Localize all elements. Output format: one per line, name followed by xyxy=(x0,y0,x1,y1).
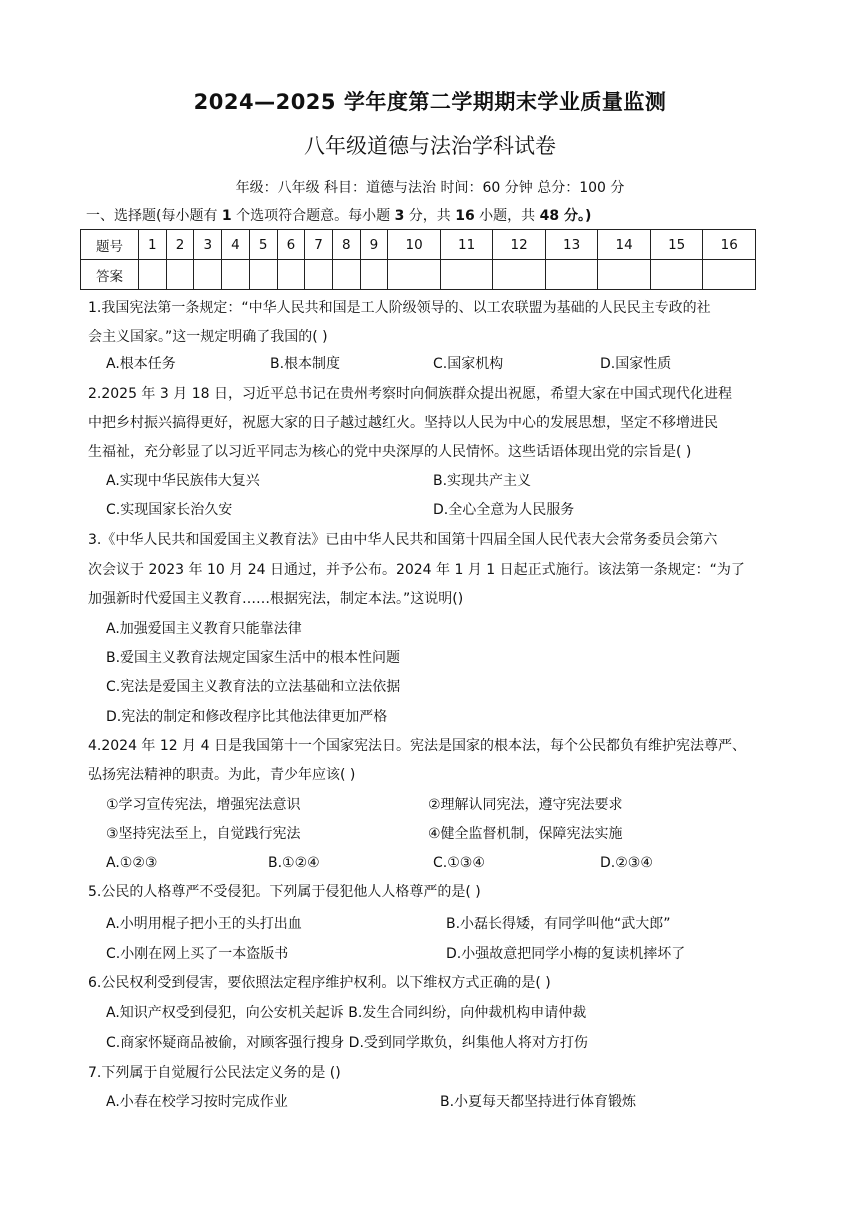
options-6ab: A.知识产权受到侵犯，向公安机关起诉 B.发生合同纠纷，向仲裁机构申请仲裁 xyxy=(106,1005,587,1021)
statement-4-2: ②理解认同宪法，遵守宪法要求 xyxy=(428,797,623,813)
question-number-cell: 5 xyxy=(249,230,277,260)
exam-title: 2024—2025 学年度第二学期期末学业质量监测 xyxy=(193,90,667,114)
options-6cd: C.商家怀疑商品被偷，对顾客强行搜身 D.受到同学欺负，纠集他人将对方打伤 xyxy=(106,1035,588,1051)
exam-subtitle: 八年级道德与法治学科试卷 xyxy=(304,134,556,158)
option-7b: B.小夏每天都坚持进行体育锻炼 xyxy=(440,1094,637,1110)
option-3b: B.爱国主义教育法规定国家生活中的根本性问题 xyxy=(106,650,401,666)
question-6-stem: 6.公民权利受到侵害，要依照法定程序维护权利。以下维权方式正确的是( ) xyxy=(88,975,551,991)
option-4d: D.②③④ xyxy=(600,855,653,871)
question-number-cell: 6 xyxy=(277,230,305,260)
question-4-stem: 弘扬宪法精神的职责。为此，青少年应该( ) xyxy=(88,767,356,783)
option-3a: A.加强爱国主义教育只能靠法律 xyxy=(106,621,302,637)
statement-4-3: ③坚持宪法至上，自觉践行宪法 xyxy=(106,826,301,842)
question-number-cell: 3 xyxy=(194,230,222,260)
option-3d: D.宪法的制定和修改程序比其他法律更加严格 xyxy=(106,709,388,725)
option-1b: B.根本制度 xyxy=(270,356,341,372)
question-1-stem: 会主义国家。”这一规定明确了我国的( ) xyxy=(88,329,328,345)
question-number-cell: 7 xyxy=(305,230,333,260)
answer-cell[interactable] xyxy=(249,260,277,290)
question-number-cell: 9 xyxy=(360,230,388,260)
answer-cell[interactable] xyxy=(650,260,703,290)
answer-cell[interactable] xyxy=(166,260,194,290)
statement-4-1: ①学习宣传宪法，增强宪法意识 xyxy=(106,797,301,813)
section-text: 小题，共 xyxy=(474,208,540,224)
option-5d: D.小强故意把同学小梅的复读机摔坏了 xyxy=(446,946,686,962)
option-5c: C.小刚在网上买了一本盗版书 xyxy=(106,946,289,962)
answer-cell[interactable] xyxy=(440,260,493,290)
row-label-answer: 答案 xyxy=(81,260,139,290)
question-5-stem: 5.公民的人格尊严不受侵犯。下列属于侵犯他人人格尊严的是( ) xyxy=(88,884,481,900)
section-number: 48 xyxy=(539,208,560,224)
question-number-cell: 14 xyxy=(598,230,651,260)
answer-cell[interactable] xyxy=(139,260,167,290)
option-1a: A.根本任务 xyxy=(106,356,176,372)
option-2d: D.全心全意为人民服务 xyxy=(433,502,575,518)
answer-cell[interactable] xyxy=(194,260,222,290)
question-3-stem: 3.《中华人民共和国爱国主义教育法》已由中华人民共和国第十四届全国人民代表大会常务委员会第六 xyxy=(88,532,718,548)
question-number-cell: 12 xyxy=(493,230,546,260)
question-number-cell: 8 xyxy=(332,230,360,260)
answer-cell[interactable] xyxy=(703,260,756,290)
option-4c: C.①③④ xyxy=(433,855,485,871)
option-1d: D.国家性质 xyxy=(600,356,672,372)
table-row-answers xyxy=(81,260,756,290)
question-number-cell: 2 xyxy=(166,230,194,260)
section-number: 3 xyxy=(394,208,405,224)
exam-meta: 年级：八年级 科目：道德与法治 时间：60 分钟 总分：100 分 xyxy=(235,180,625,196)
answer-cell[interactable] xyxy=(598,260,651,290)
option-4b: B.①②④ xyxy=(268,855,320,871)
question-number-cell: 11 xyxy=(440,230,493,260)
section-number: 1 xyxy=(221,208,232,224)
section-text: 分。) xyxy=(559,208,592,224)
option-5b: B.小磊长得矮，有同学叫他“武大郎” xyxy=(446,916,671,932)
question-number-cell: 15 xyxy=(650,230,703,260)
question-number-cell: 10 xyxy=(388,230,441,260)
section-text: 个选项符合题意。每小题 xyxy=(231,208,395,224)
question-2-stem: 2.2025 年 3 月 18 日，习近平总书记在贵州考察时向侗族群众提出祝愿，希望大家在中国式现代化进程 xyxy=(88,386,732,402)
answer-cell[interactable] xyxy=(277,260,305,290)
answer-cell[interactable] xyxy=(545,260,598,290)
row-label-question: 题号 xyxy=(81,230,139,260)
answer-cell[interactable] xyxy=(388,260,441,290)
question-3-stem: 次会议于 2023 年 10 月 24 日通过，并予公布。2024 年 1 月 1 日起正式施行。该法第一条规定：“为了 xyxy=(88,562,745,578)
option-1c: C.国家机构 xyxy=(433,356,504,372)
question-number-cell: 13 xyxy=(545,230,598,260)
question-2-stem: 中把乡村振兴搞得更好，祝愿大家的日子越过越红火。坚持以人民为中心的发展思想，坚定不移增进民 xyxy=(88,415,718,431)
question-number-cell: 1 xyxy=(139,230,167,260)
option-4a: A.①②③ xyxy=(106,855,158,871)
answer-cell[interactable] xyxy=(493,260,546,290)
question-4-stem: 4.2024 年 12 月 4 日是我国第十一个国家宪法日。宪法是国家的根本法，每个公民都负有维护宪法尊严、 xyxy=(88,738,746,754)
question-3-stem: 加强新时代爱国主义教育……根据宪法，制定本法。”这说明() xyxy=(88,591,464,607)
section-text: 一、选择题(每小题有 xyxy=(86,208,222,224)
answer-cell[interactable] xyxy=(332,260,360,290)
answer-cell[interactable] xyxy=(305,260,333,290)
answer-table xyxy=(80,229,756,290)
section-text: 分，共 xyxy=(404,208,456,224)
option-2b: B.实现共产主义 xyxy=(433,473,532,489)
table-row-numbers xyxy=(81,230,756,260)
section-number: 16 xyxy=(455,208,475,224)
section-heading xyxy=(86,205,591,225)
question-number-cell: 4 xyxy=(222,230,250,260)
answer-cell[interactable] xyxy=(222,260,250,290)
option-5a: A.小明用棍子把小王的头打出血 xyxy=(106,916,302,932)
question-1-stem: 1.我国宪法第一条规定：“中华人民共和国是工人阶级领导的、以工农联盟为基础的人民民主专政的社 xyxy=(88,300,711,316)
question-7-stem: 7.下列属于自觉履行公民法定义务的是 () xyxy=(88,1065,341,1081)
statement-4-4: ④健全监督机制，保障宪法实施 xyxy=(428,826,623,842)
question-number-cell: 16 xyxy=(703,230,756,260)
option-2a: A.实现中华民族伟大复兴 xyxy=(106,473,260,489)
answer-cell[interactable] xyxy=(360,260,388,290)
option-3c: C.宪法是爱国主义教育法的立法基础和立法依据 xyxy=(106,679,401,695)
question-2-stem: 生福祉，充分彰显了以习近平同志为核心的党中央深厚的人民情怀。这些话语体现出党的宗旨是( ) xyxy=(88,444,692,460)
option-2c: C.实现国家长治久安 xyxy=(106,502,233,518)
option-7a: A.小春在校学习按时完成作业 xyxy=(106,1094,288,1110)
